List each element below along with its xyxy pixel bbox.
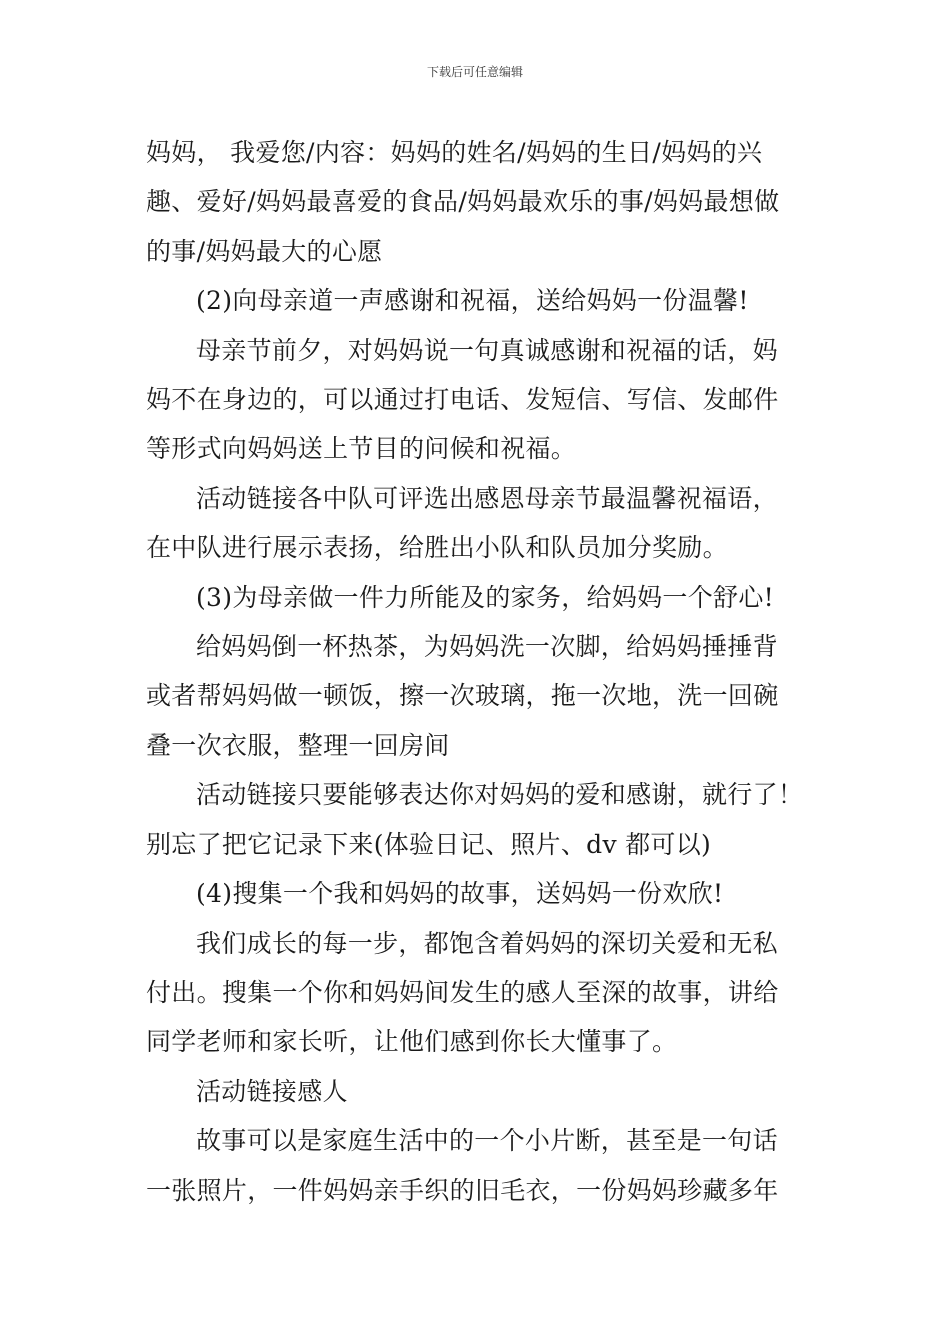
text-line: 等形式向妈妈送上节目的问候和祝福。 [146,434,577,464]
text-line: (4)搜集一个我和妈妈的故事，送妈妈一份欢欣! [196,879,724,909]
text-line: 或者帮妈妈做一顿饭，擦一次玻璃，拖一次地，洗一回碗 [146,681,779,711]
text-line: 给妈妈倒一杯热茶，为妈妈洗一次脚，给妈妈捶捶背 [196,632,778,662]
text-line: 趣、爱好/妈妈最喜爱的食品/妈妈最欢乐的事/妈妈最想做 [146,187,780,217]
text-line: 在中队进行展示表扬，给胜出小队和队员加分奖励。 [146,533,728,563]
text-line: 母亲节前夕，对妈妈说一句真诚感谢和祝福的话，妈 [196,335,778,365]
text-line: 我们成长的每一步，都饱含着妈妈的深切关爱和无私 [196,928,778,958]
text-line: 的事/妈妈最大的心愿 [146,236,383,266]
text-line: 同学老师和家长听，让他们感到你长大懂事了。 [146,1027,678,1057]
text-line: (2)向母亲道一声感谢和祝福，送给妈妈一份温馨! [196,286,749,316]
text-line: 妈妈， 我爱您/内容：妈妈的姓名/妈妈的生日/妈妈的兴 [146,138,763,167]
text-line: 付出。搜集一个你和妈妈间发生的感人至深的故事，讲给 [146,977,779,1007]
text-line: 别忘了把它记录下来(体验日记、照片、dv 都可以) [146,829,712,859]
text-line: 活动链接各中队可评选出感恩母亲节最温馨祝福语， [196,483,778,513]
text-line: 故事可以是家庭生活中的一个小片断，甚至是一句话 [196,1126,778,1156]
text-line: (3)为母亲做一件力所能及的家务，给妈妈一个舒心! [196,582,774,612]
text-line: 一张照片，一件妈妈亲手织的旧毛衣，一份妈妈珍藏多年 [146,1175,779,1205]
text-line: 妈不在身边的，可以通过打电话、发短信、写信、发邮件 [146,385,779,415]
text-line: 叠一次衣服，整理一回房间 [146,730,450,760]
document-body [146,128,806,1215]
text-line: 活动链接感人 [196,1076,348,1106]
page-header: 下载后可任意编辑 [426,65,523,79]
text-line: 活动链接只要能够表达你对妈妈的爱和感谢，就行了！ [196,780,804,810]
